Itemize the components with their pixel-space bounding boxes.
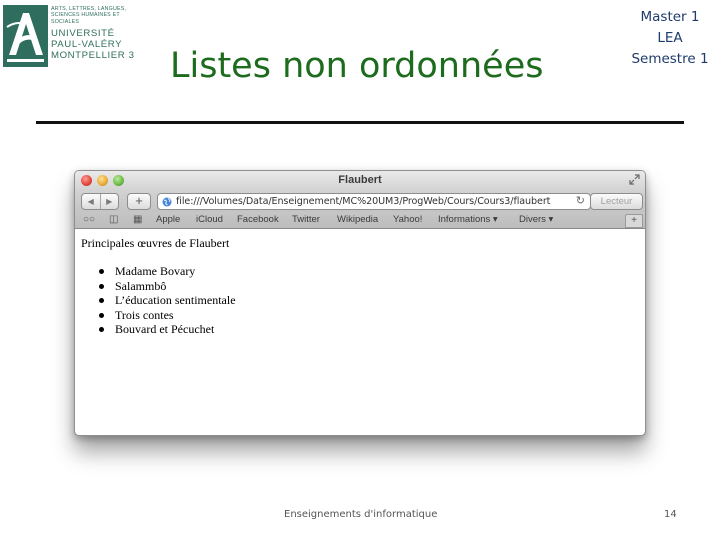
back-icon[interactable]: ◀ — [87, 197, 94, 206]
address-bar[interactable] — [157, 193, 591, 210]
slide-number: 14 — [664, 509, 677, 520]
browser-toolbar — [75, 191, 645, 212]
bookmark-facebook[interactable]: Facebook — [237, 214, 279, 225]
course-program: LEA — [657, 30, 683, 46]
window-title: Flaubert — [338, 174, 382, 186]
bookmark-folder-informations[interactable]: Informations ▾ — [438, 214, 498, 225]
reading-list-icon[interactable]: ○○ — [83, 214, 96, 225]
bookmark-apple[interactable]: Apple — [156, 214, 181, 225]
slide-title: Listes non ordonnées — [170, 46, 544, 86]
new-tab-icon[interactable]: + — [625, 214, 643, 228]
bookmark-icloud[interactable]: iCloud — [196, 214, 223, 225]
reader-button[interactable]: Lecteur — [590, 193, 643, 210]
bookmark-wikipedia[interactable]: Wikipedia — [337, 214, 379, 225]
university-logo — [3, 5, 135, 69]
page-heading: Principales œuvres de Flaubert — [81, 236, 230, 250]
reload-icon[interactable]: ↻ — [575, 195, 585, 207]
add-icon[interactable]: + — [127, 193, 151, 210]
history-nav — [81, 193, 119, 210]
browser-window — [74, 170, 646, 436]
web-page-content — [75, 229, 645, 344]
works-list — [115, 264, 639, 337]
logo-university-name: UNIVERSITÉ PAUL-VALÉRY MONTPELLIER 3 — [51, 28, 135, 61]
footer-text: Enseignements d'informatique — [284, 509, 438, 520]
list-item: Bouvard et Pécuchet — [115, 322, 639, 337]
forward-icon[interactable]: ▶ — [100, 194, 119, 209]
bookmarks-bar — [75, 212, 645, 229]
bookmarks-book-icon[interactable]: ◫ — [109, 214, 119, 225]
bookmark-yahoo[interactable]: Yahoo! — [393, 214, 423, 225]
university-logo-mark — [3, 5, 48, 67]
list-item: Madame Bovary — [115, 264, 639, 279]
top-sites-icon[interactable]: ▦ — [133, 214, 143, 225]
fullscreen-icon[interactable] — [629, 174, 640, 185]
course-info — [620, 7, 720, 70]
list-item: L’éducation sentimentale — [115, 293, 639, 308]
header-divider — [36, 121, 684, 124]
bookmark-twitter[interactable]: Twitter — [292, 214, 320, 225]
course-semester: Semestre 1 — [631, 51, 709, 67]
bookmark-folder-divers[interactable]: Divers ▾ — [519, 214, 554, 225]
browser-titlebar[interactable] — [75, 171, 645, 191]
list-item: Trois contes — [115, 308, 639, 323]
url-text: file:///Volumes/Data/Enseignement/MC%20UM3/ProgWeb/Cours/Cours3/flaubert — [176, 196, 551, 207]
globe-icon — [162, 197, 172, 207]
course-level: Master 1 — [640, 9, 700, 25]
logo-tagline: ARTS, LETTRES, LANGUES, SCIENCES HUMAINES ET SOCIALES — [51, 6, 127, 25]
list-item: Salammbô — [115, 279, 639, 294]
